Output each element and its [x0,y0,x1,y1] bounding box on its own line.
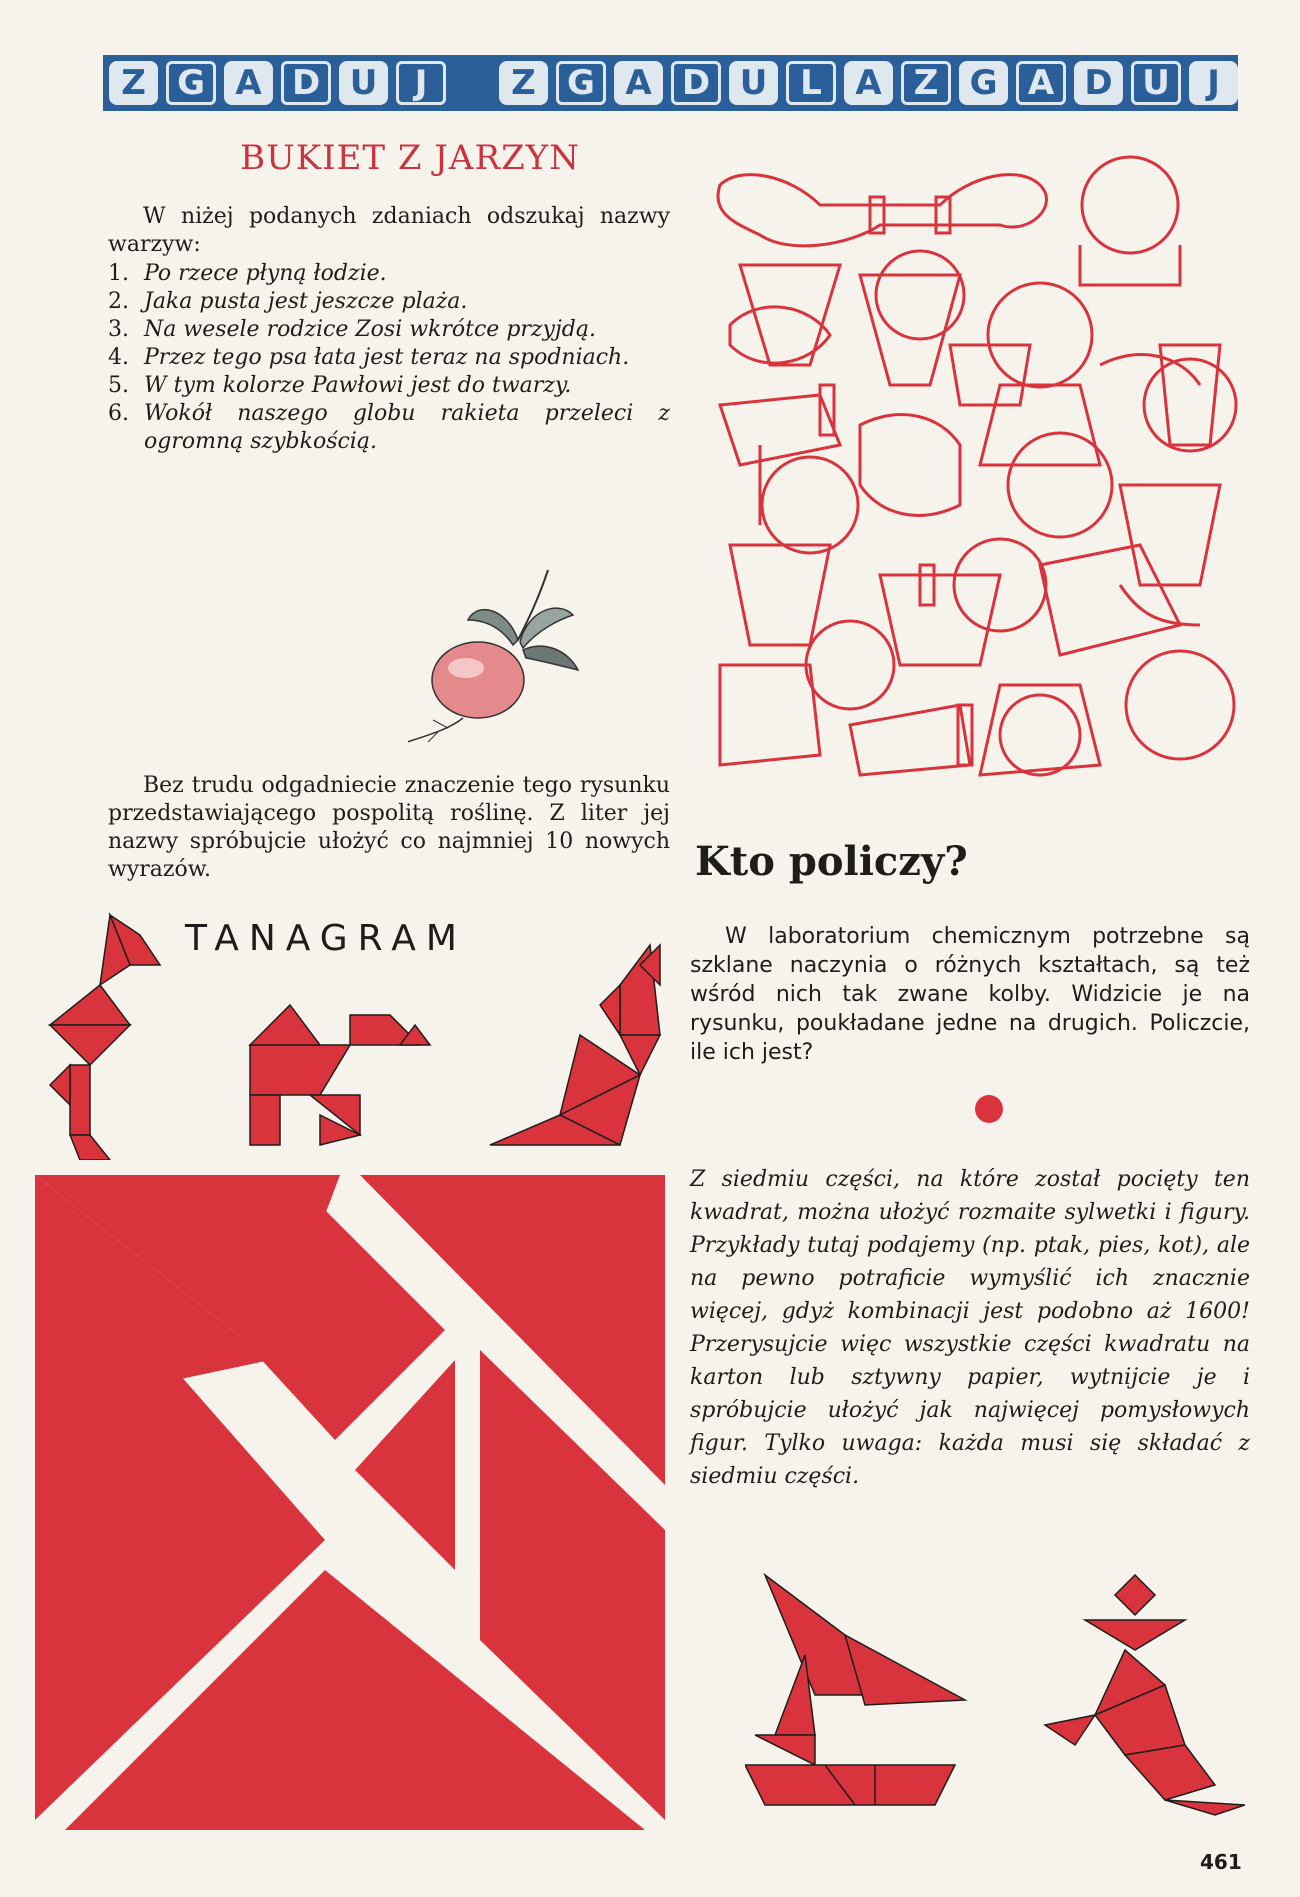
banner-letter: U [729,61,778,105]
red-dot-ornament [975,1095,1003,1123]
banner-letter: J [1189,61,1238,105]
header-banner [103,55,1238,111]
banner-letter: Z [499,61,548,105]
list-item [108,288,670,316]
item-text: Przez tego psa łata jest teraz na spodniach. [144,345,630,370]
plant-riddle-text: Bez trudu odgadniecie znaczenie tego rysunku przedstawiającego pospolitą roślinę. Z liter jej nazwy spróbujcie ułożyć co najmniej 10 nowych wyrazów. [108,773,670,882]
item-text: Jaka pusta jest jeszcze plaża. [144,289,468,314]
banner-letter: D [281,61,331,105]
banner-letter: D [671,61,721,105]
item-text: Po rzece płyną łodzie. [144,261,387,286]
item-number: 1. [108,261,129,286]
banner-letter: L [786,61,836,105]
list-item [108,372,670,400]
banner-letter: A [224,61,273,105]
list-item [108,400,670,456]
banner-letter: J [396,61,446,105]
item-number: 4. [108,345,129,370]
item-text: Wokół naszego globu rakieta przeleci z ogromną szybkością. [144,401,670,454]
banner-letter: G [959,61,1008,105]
banner-letter: D [1074,61,1123,105]
tanagram-square [25,1170,675,1830]
banner-letter: Z [109,61,158,105]
kto-policzy-title: Kto policzy? [695,838,968,885]
banner-letter: Z [901,61,951,105]
banner-letter: U [1131,61,1181,105]
tanagram-title: TANAGRAM [185,918,467,959]
page-number: 461 [1200,1850,1242,1874]
bukiet-intro: W niżej podanych zdaniach odszukaj nazwy warzyw: [108,204,670,257]
item-number: 3. [108,317,129,342]
item-number: 5. [108,373,129,398]
tanagram-description: Z siedmiu części, na które został pocięty ten kwadrat, można ułożyć rozmaite sylwetki i figury. Przykłady tutaj podajemy (np. ptak, pies, kot), ale na pewno potraficie wymyślić ich znacznie więcej, gdyż kombinacji jest podobno aż 1600! Przerysujcie więc wszystkie części kwadratu na karton lub sztywny papier, wytnijcie je i spróbujcie ułożyć jak najwięcej pomysłowych figur. Tylko uwaga: każda musi się składać z siedmiu części. [690,1167,1250,1489]
bukiet-list [108,260,670,456]
radish-illustration [408,560,618,750]
kto-policzy-text: W laboratorium chemicznym potrzebne są szklane naczynia o różnych kształtach, są też wśród nich tak zwane kolby. Widzicie je na rysunku, poukładane jedne na drugich. Policzcie, ile ich jest? [690,924,1250,1065]
item-number: 2. [108,289,129,314]
list-item [108,316,670,344]
banner-letter: A [614,61,663,105]
item-text: W tym kolorze Pawłowi jest do twarzy. [144,373,572,398]
list-item [108,260,670,288]
banner-letter: A [1016,61,1066,105]
tanagram-example-figures [20,905,680,1160]
list-item [108,344,670,372]
banner-letter: A [844,61,893,105]
item-number: 6. [108,401,129,426]
banner-letter: G [556,61,606,105]
item-text: Na wesele rodzice Zosi wkrótce przyjdą. [144,317,596,342]
flasks-puzzle-illustration [700,145,1245,785]
banner-letter: U [339,61,388,105]
bukiet-title: BUKIET Z JARZYN [240,138,580,178]
tanagram-boat-and-figure [745,1565,1245,1825]
banner-letter: G [166,61,216,105]
